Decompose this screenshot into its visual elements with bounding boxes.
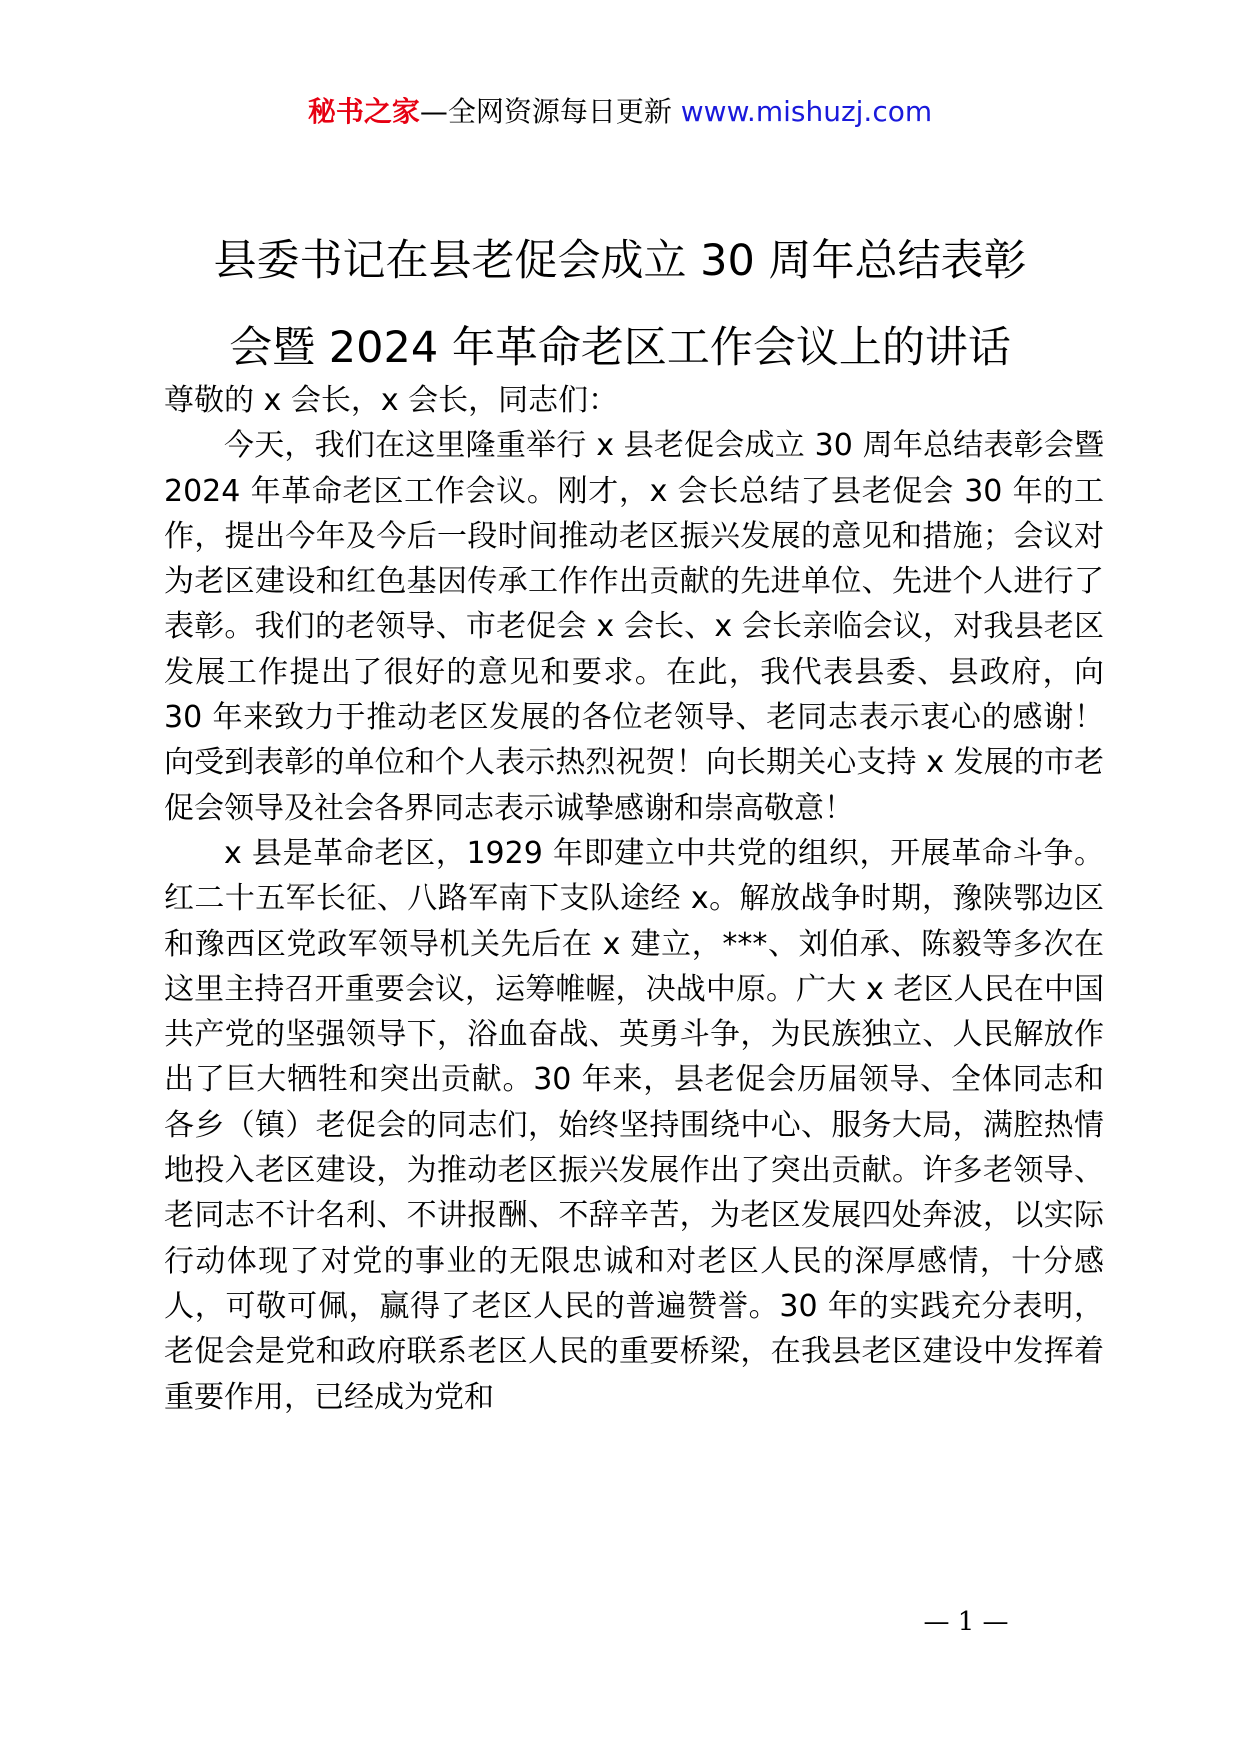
document-title-line-1: 县委书记在县老促会成立 30 周年总结表彰 xyxy=(213,236,1027,286)
body-paragraph-1: 今天，我们在这里隆重举行 x 县老促会成立 30 周年总结表彰会暨 2024 年革命老区工作会议。刚才，x 会长总结了县老促会 30 年的工作，提出今年及今后一段时间推动老区振兴发展的意见和措施；会议对为老区建设和红色基因传承工作作出贡献的先进单位、先进个人进行了表彰。我们的老领导、市老促会 x 会长、x 会长亲临会议，对我县老区发展工作提出了很好的意见和要求。在此，我代表县委、县政府，向 30 年来致力于推动老区发展的各位老领导、老同志表示衷心的感谢！向受到表彰的单位和个人表示热烈祝贺！向长期关心支持 x 发展的市老促会领导及社会各界同志表示诚挚感谢和崇高敬意！ xyxy=(164,428,1104,826)
document-body xyxy=(164,378,1104,1420)
header-tagline: —全网资源每日更新 xyxy=(419,95,681,128)
document-title-line-2: 会暨 2024 年革命老区工作会议上的讲话 xyxy=(229,323,1011,373)
body-paragraph-2: x 县是革命老区，1929 年即建立中共党的组织，开展革命斗争。红二十五军长征、八路军南下支队途经 x。解放战争时期，豫陕鄂边区和豫西区党政军领导机关先后在 x 建立，***、刘伯承、陈毅等多次在这里主持召开重要会议，运筹帷幄，决战中原。广大 x 老区人民在中国共产党的坚强领导下，浴血奋战、英勇斗争，为民族独立、人民解放作出了巨大牺牲和突出贡献。30 年来，县老促会历届领导、全体同志和各乡（镇）老促会的同志们，始终坚持围绕中心、服务大局，满腔热情地投入老区建设，为推动老区振兴发展作出了突出贡献。许多老领导、老同志不计名利、不讲报酬、不辞辛苦，为老区发展四处奔波，以实际行动体现了对党的事业的无限忠诚和对老区人民的深厚感情，十分感人，可敬可佩，赢得了老区人民的普遍赞誉。30 年的实践充分表明，老促会是党和政府联系老区人民的重要桥梁，在我县老区建设中发挥着重要作用，已经成为党和 xyxy=(164,835,1104,1415)
document-title xyxy=(0,218,1240,392)
page-number: — 1 — xyxy=(923,1607,1009,1637)
site-url-link[interactable]: www.mishuzj.com xyxy=(680,95,933,128)
salutation: 尊敬的 x 会长，x 会长，同志们： xyxy=(164,383,619,418)
site-header-banner xyxy=(0,92,1240,132)
brand-name: 秘书之家 xyxy=(307,95,420,128)
